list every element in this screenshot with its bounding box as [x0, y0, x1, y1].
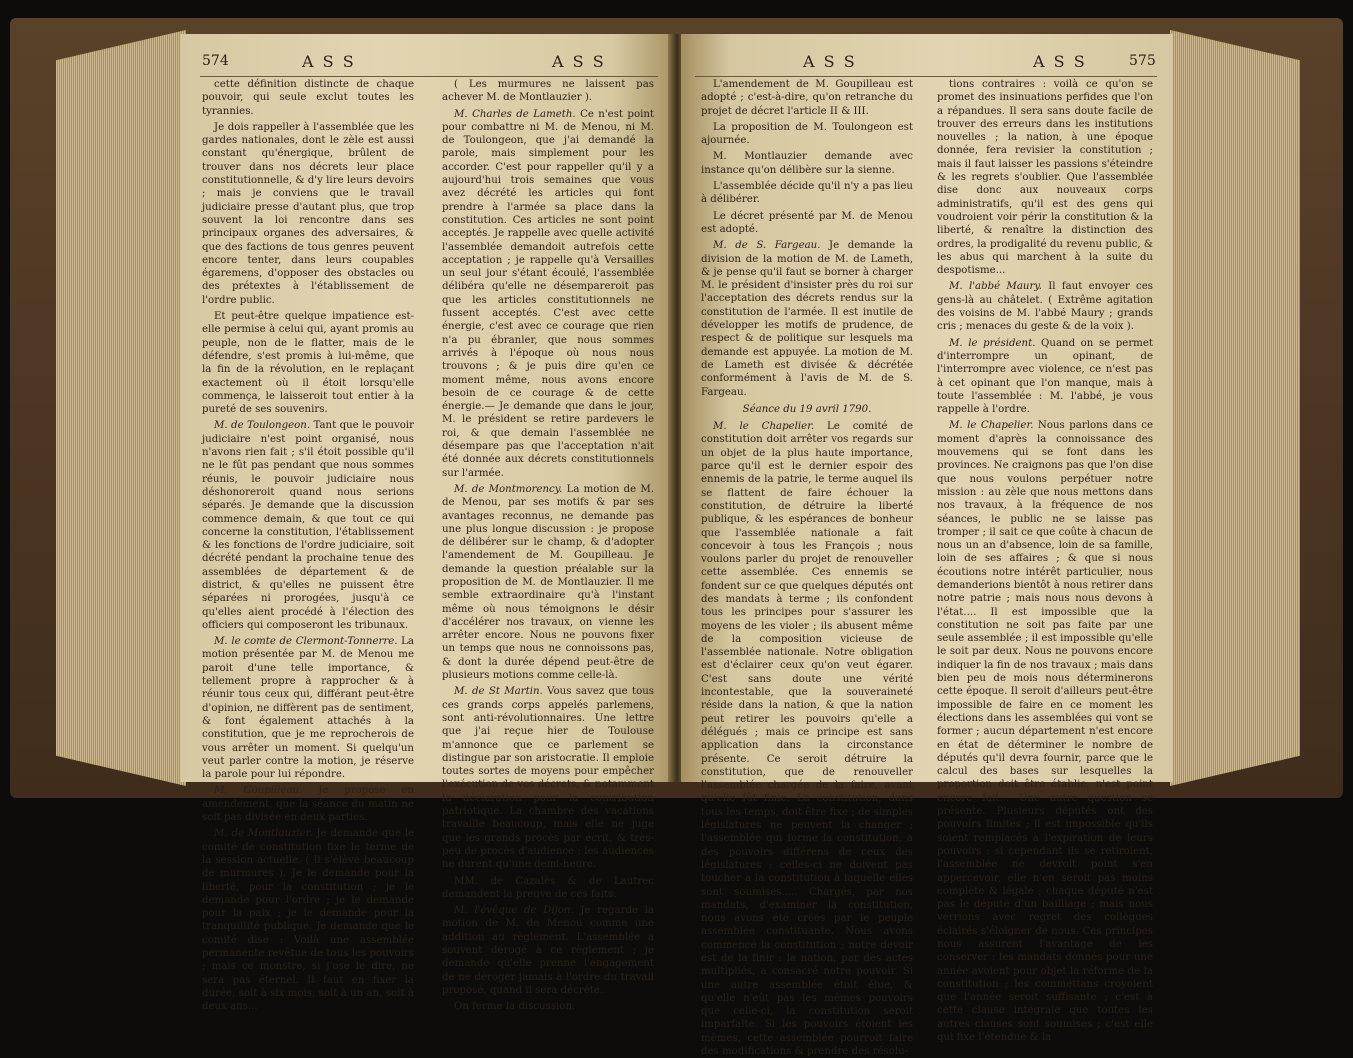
- paragraph: [202, 419, 414, 632]
- paragraph-text: On ferme la discussion.: [454, 1001, 576, 1013]
- left-head-rule: [200, 76, 658, 77]
- paragraph: [202, 827, 414, 1013]
- paragraph-text: Nous parlons dans ce moment d'après la connoissance des mouvemens qui se font dans les provinces. Ne craignons pas que l'on dise que nous voulons perpétuer notre mission : au zèle que nous mettons dans nos travaux, à la fréquence de nos séances, le public ne se laisse pas tromper ; il sait ce que coûte à chacun de nous un an d'absence, loin de sa famille, loin de ses affaires ; & que si nous écoutions notre intérêt particulier, nous demanderions bientôt à nous retirer dans notre patrie ; mais nous nous devons à l'état.... Il est impossible que la constitution ne soit pas faite par une seule assemblée ; il est impossible qu'elle le soit par deux. Nous ne pouvons encore indiquer la fin de nos travaux ; mais dans bien peu de mois nous déterminerons cette époque. Il seroit d'ailleurs peut-être impossible de faire en ce moment les élections dans les assemblées qui vont se former ; aucun département n'est encore en état de déterminer le nombre de députés qu'il devra fournir, parce que le calcul des bases sur lesquelles la proportion doit être établie, n'est point encore fait... Une autre question se présente. Plusieurs députés ont des pouvoirs limités ; il est impossible qu'ils soient remplacés à l'expiration de leurs pouvoirs : si cependant ils se retiroient, l'assemblée ne devroit point s'en appercevoir, elle n'en seroit pas moins complète & légale ; chaque député n'est pas le député d'un bailliage ; mais nous verrions avec regret des collègues éclairés s'éloigner de nous. Ces principes nous assurent l'avantage de les conserver : les mandats donnés pour une année avoient pour objet la réforme de la constitution ; les commettans croyoient que l'année seroit suffisante ; c'est à cette clause intégrale que toutes les autres clauses sont soumises ; c'est elle qui fixe l'étendue & la: [937, 420, 1153, 1044]
- speaker-name: M. le Chapelier.: [713, 421, 815, 433]
- right-head-rule: [695, 76, 1157, 77]
- paragraph: [701, 150, 913, 177]
- paragraph: [937, 280, 1153, 333]
- paragraph: [202, 78, 414, 118]
- left-running-head: [180, 52, 672, 76]
- paragraph: [701, 121, 913, 148]
- paragraph-text: Il faut envoyer ces gens-là au châtelet. ( Extrême agitation des voisins de M. l'abbé Maury ; grands cris ; menaces du geste & de la voix ).: [937, 281, 1153, 333]
- paragraph: [442, 108, 654, 480]
- right-column-1: [701, 78, 913, 1058]
- speaker-name: M. l'évêque de Dijon.: [454, 905, 574, 917]
- paragraph-text: Vous savez que tous ces grands corps appelés parlemens, sont anti-révolutionnaires. Une lettre que j'ai reçue hier de Toulouse m'annonce que ce parlement se distingue par son aristocratie. Il emploie toutes sortes de moyens pour empêcher l'exécution de vos décrets, & notamment la déclaration pour la contribution patriotique. La chambre des vacations travaille beaucoup, mais elle ne juge que les grands procès par écrit, & très-peu de procès d'audience : les audiences ne durent qu'une demi-heure.: [442, 686, 654, 871]
- paragraph-text: Et peut-être quelque impatience est-elle permise à celui qui, ayant promis au peuple, non de le flatter, mais de le défendre, s'est promis à lui-même, que la fin de la révolution, en le replaçant exactement où il étoit lorsqu'elle commença, le laisseroit tout entier à la pureté de ses souvenirs.: [202, 311, 414, 416]
- paragraph: [937, 419, 1153, 1044]
- paragraph: [442, 483, 654, 682]
- paragraph-text: Je propose en amendement, que la séance du matin ne soit pas divisée en deux parties.: [202, 785, 414, 824]
- paragraph-text: Je dois rappeller à l'assemblée que les gardes nationales, dont le zèle est aussi constant qu'énergique, brûlent de trouver dans nos décrets leur place constitutionnelle, & d'y lire leurs devoirs ; mais je conviens que le travail judiciaire presse d'autant plus, que trop souvent la loi rencontre dans ses principaux organes des adversaires, & que des factions de tous genres peuvent encore tenter, dans leurs coupables égaremens, d'opposer des obstacles ou des prétextes à l'établissement de l'ordre public.: [202, 121, 414, 306]
- paragraph-text: cette définition distincte de chaque pouvoir, qui seule exclut toutes les tyrannies.: [202, 79, 414, 117]
- paragraph: [202, 784, 414, 824]
- speaker-name: M. de Montmorency.: [454, 483, 563, 495]
- session-date: Séance du 19 avril 1790.: [742, 403, 872, 415]
- speaker-name: M. de St Martin.: [454, 686, 543, 698]
- paragraph-text: Ce n'est point pour combattre ni M. de Menou, ni M. de Toulongeon, que j'ai demandé la parole, mais simplement pour les accorder. C'est pour rappeller qu'il y a aujourd'hui trois semaines que vous avez décrété les articles qui font prendre à l'armée sa place dans la constitution. Ces articles ne sont point acceptés. Je rappelle avec quelle activité l'assemblée demandoit autrefois cette acceptation ; je rappelle qu'à Versailles un seul jour s'étant écoulé, l'assemblée délibéra qu'elle ne désempareroit pas que les articles constitutionnels ne fussent acceptés. C'est avec cette énergie, c'est avec ce courage que rien n'a pu ébranler, que nous sommes arrivés à l'époque où nous nous trouvons ; & je puis dire qu'en ce moment même, nous avons encore besoin de ce courage & de cette énergie.— Je demande que dans le jour, M. le président se retire pardevers le roi, & que demain l'assemblée ne désempare pas que l'acceptation n'ait été donnée aux décrets constitutionnels sur l'armée.: [442, 108, 654, 479]
- speaker-name: M. de Montlauzier.: [214, 828, 313, 840]
- right-running-head: [681, 52, 1173, 76]
- speaker-name: M. Charles de Lameth.: [454, 108, 576, 120]
- paragraph: [442, 875, 654, 902]
- paragraph-text: Le décret présenté par M. de Menou est adopté.: [701, 210, 913, 235]
- right-page-number: 575: [1129, 53, 1156, 69]
- paragraph-text: tions contraires : voilà ce qu'on se promet des insinuations perfides que l'on a répandues. Il sera sans doute facile de trouver des erreurs dans les institutions nouvelles ; la nation, à une époque donnée, fera revisier la constitution ; mais il faut laisser les passions s'éteindre & les regrets s'oublier. Que l'assemblée dise donc aux nouveaux corps administratifs, qu'il est des gens qui voudroient voir périr la constitution & la liberté, & renaître la distinction des ordres, la prodigalité du revenu public, & les abus qui marchent à la suite du despotisme...: [937, 79, 1153, 277]
- paragraph: [202, 635, 414, 781]
- paragraph: [701, 210, 913, 237]
- paragraph: [701, 78, 913, 118]
- right-heading-right: A S S: [1033, 52, 1087, 71]
- left-column-2: [442, 78, 654, 1013]
- speaker-name: M. le président.: [949, 337, 1036, 349]
- paragraph-text: La motion de M. de Menou, par ses motifs & par ses avantages reconnus, ne demande pas une plus longue discussion : je propose de délibérer sur le champ, & d'adopter l'amendement de M. Goupilleau. Je demande la question préalable sur la proposition de M. de Montlauzier. Il me semble extraordinaire qu'à l'instant même où nous témoignons le désir d'accélérer nos travaux, on vienne les arrêter encore. Nous ne pouvons fixer un temps que nous ne connoissons pas, & dont la durée dépend peut-être de plusieurs motions comme celle-là.: [442, 483, 654, 682]
- left-heading-left: A S S: [302, 52, 356, 71]
- paragraph: [442, 1000, 654, 1013]
- paragraph-text: M. Montlauzier demande avec instance qu'on délibère sur la sienne.: [701, 151, 913, 176]
- paragraph: [701, 239, 913, 399]
- paragraph-text: ( Les murmures ne laissent pas achever M. de Montlauzier ).: [442, 79, 654, 104]
- left-heading-right: A S S: [552, 52, 606, 71]
- paragraph-text: La motion présentée par M. de Menou me paroit d'une telle importance, & tellement propre à rapprocher & à réunir tous ceux qui, différant peut-être d'opinion, ne diffèrent pas de sentiment, & font également attachés à la constitution, que je me reprocherois de vous arrêter un moment. Si quelqu'un veut parler contre la motion, je réserve la parole pour lui répondre.: [202, 636, 414, 781]
- paragraph: [937, 78, 1153, 277]
- speaker-name: M. de Toulongeon.: [214, 420, 311, 432]
- paragraph-text: Je demande la division de la motion de M. de Lameth, & je pense qu'il faut se borner à charger M. le président d'insister près du roi sur l'acceptation des décrets rendus sur la constitution de l'armée. Il est inutile de développer les motifs de prudence, de respect & de politique sur lesquels ma demande est appuyée. La motion de M. de Lameth est divisée & décrétée conformément à l'avis de M. de S. Fargeau.: [701, 240, 913, 398]
- left-page-edges: [56, 30, 186, 786]
- right-page-edges: [1170, 30, 1300, 786]
- paragraph-text: L'amendement de M. Goupilleau est adopté ; c'est-à-dire, qu'on retranche du projet de décret l'article II & III.: [701, 79, 913, 117]
- paragraph: [701, 180, 913, 207]
- paragraph: [202, 310, 414, 416]
- left-page-number: 574: [202, 53, 229, 69]
- speaker-name: M. l'abbé Maury.: [949, 281, 1042, 293]
- speaker-name: M. le comte de Clermont-Tonnerre.: [214, 636, 398, 648]
- paragraph: [202, 121, 414, 307]
- paragraph-text: MM. de Cazalès & de Lautrec demandent la preuve de ces faits.: [442, 875, 654, 900]
- paragraph-text: Je regarde la motion de M. de Menou comme une addition au règlement. L'assemblée a souvent dérogé à ce règlement ; je demande qu'elle prenne l'engagement de ne déroger jamais à l'ordre du travail proposé, quand il sera décrété.: [442, 905, 654, 996]
- paragraph: [442, 685, 654, 871]
- paragraph: [442, 904, 654, 997]
- speaker-name: M. de S. Fargeau.: [713, 240, 821, 252]
- paragraph: [442, 78, 654, 105]
- left-page: [180, 34, 672, 1013]
- speaker-name: M. Goupilleau.: [214, 785, 303, 797]
- paragraph-text: Quand on se permet d'interrompre un opinant, de l'interrompre avec violence, ce n'est pas à cet opinant que l'on manque, mais à toute l'assemblée : M. l'abbé, je vous rappelle à l'ordre.: [937, 337, 1153, 416]
- speaker-name: M. le Chapelier.: [949, 420, 1034, 432]
- paragraph-text: La proposition de M. Toulongeon est ajournée.: [701, 121, 913, 147]
- left-column-1: [202, 78, 415, 1013]
- right-heading-left: A S S: [803, 52, 857, 71]
- paragraph-text: L'assemblée décide qu'il n'y a pas lieu à délibérer.: [701, 181, 913, 206]
- paragraph: [701, 420, 913, 1058]
- paragraph-text: Tant que le pouvoir judiciaire n'est point organisé, nous n'avons rien fait ; s'il étoit possible qu'il ne le fût pas pendant que nous sommes réunis, le pouvoir judiciaire nous déshonoreroit quand nous serions séparés. Je demande que la discussion commence demain, & que tout ce qui concerne la constitution, l'établissement & les fonctions de l'ordre judiciaire, soit décrété pendant la prochaine tenue des assemblées de département & de district, & qu'elles ne puissent être séparées ni prorogées, jusqu'à ce qu'elles aient procédé à l'élection des officiers qui composeront les tribunaux.: [202, 420, 414, 631]
- paragraph-text: Le comité de constitution doit arrêter vos regards sur un objet de la plus haute importance, parce qu'il est le dernier espoir des ennemis de la patrie, le terme auquel ils se flattent de faire échouer la constitution, de détruire la liberté publique, & les espérances de bonheur que l'assemblée nationale a fait concevoir à tous les François ; nous voulons parler du projet de renouveller cette assemblée. Ces ennemis se fondent sur ce que quelques députés ont des mandats à terme ; ils confondent tous les principes pour s'assurer les moyens de les violer ; ils abusent même de la composition vicieuse de l'assemblée nationale. Notre obligation est d'éclairer ceux qu'on veut égarer. C'est sans doute une vérité incontestable, que la souveraineté réside dans la nation, & que la nation peut retirer les pouvoirs qu'elle a délégués ; mais ce principe est sans application dans la circonstance présente. Ce seroit détruire la constitution, que de renouveller l'assemblée chargée de la faire, avant qu'elle fût finie. La constitution, dans tous les temps, doit être fixe ; de simples législatures ne peuvent la changer ; l'assemblée qui forme la constitution, a des pouvoirs différens de ceux des législatures : celles-ci ne doivent pas toucher à la constitution à laquelle elles sont soumises..... Chargés, par nos mandats, d'examiner la constitution, nous avons été créés par le peuple assemblée constituante. Nous avons commencé la constitution ; notre devoir est de la finir : la nation, par des actes multipliés, a consacré notre pouvoir. Si une autre assemblée étoit élue, & qu'elle n'eût pas les mêmes pouvoirs que celle-ci, la constitution seroit imparfaite. Si les pouvoirs étoient les mêmes, cette assemblée pourroit faire des modifications & prendre des résolu-: [701, 421, 913, 1058]
- paragraph: [937, 337, 1153, 417]
- right-column-2: [937, 78, 1153, 1044]
- paragraph-text: Je demande que le comité de constitution fixe le terme de la session actuelle. ( Il s'élève beaucoup de murmures ). Je le demande pour la liberté, pour la constitution ; je le demande pour l'ordre ; je le demande pour la paix ; je le demande pour la tranquillité publique. Je demande que le comité dise : Voilà une assemblée permanente revêtue de tous les pouvoirs ; mais ce monstre, si j'ose le dire, ne sera pas éternel. Il faut en fixer la durée, soit à six mois, soit à un an, soit à deux ans...: [202, 828, 415, 1013]
- right-page: [681, 34, 1173, 1058]
